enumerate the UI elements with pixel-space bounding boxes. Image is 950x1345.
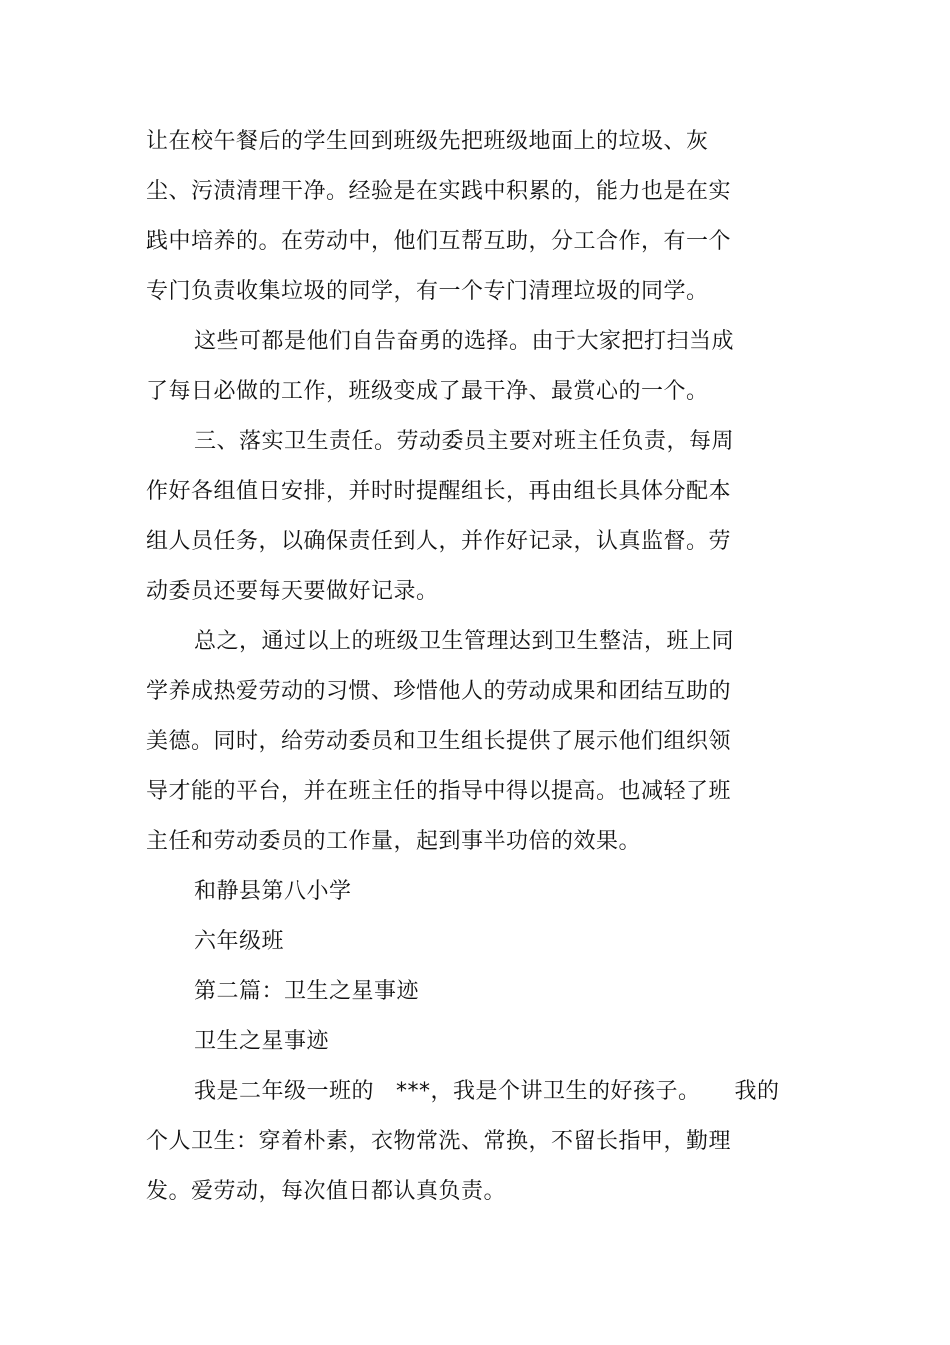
paragraph-line: 专门负责收集垃圾的同学，有一个专门清理垃圾的同学。 [146, 279, 709, 304]
class-name: 六年级班 [194, 929, 285, 954]
student-name-redacted: *** [396, 1079, 431, 1104]
intro-line [194, 1078, 780, 1106]
paragraph-line: 让在校午餐后的学生回到班级先把班级地面上的垃圾、灰 [146, 129, 709, 154]
paragraph-line: 导才能的平台，并在班主任的指导中得以提高。也减轻了班 [146, 779, 732, 804]
intro-text-part3: 我的 [734, 1079, 780, 1104]
paragraph-line: 作好各组值日安排，并时时提醒组长，再由组长具体分配本 [146, 479, 732, 504]
paragraph-line: 总之，通过以上的班级卫生管理达到卫生整洁，班上同 [194, 629, 735, 654]
paragraph-line: 践中培养的。在劳动中，他们互帮互助，分工合作，有一个 [146, 229, 732, 254]
paragraph-line: 主任和劳动委员的工作量，起到事半功倍的效果。 [146, 829, 642, 854]
school-name: 和静县第八小学 [194, 879, 352, 904]
paragraph-line: 了每日必做的工作，班级变成了最干净、最赏心的一个。 [146, 379, 709, 404]
paragraph-line: 个人卫生：穿着朴素，衣物常洗、常换，不留长指甲，勤理 [146, 1129, 732, 1154]
section-heading: 第二篇：卫生之星事迹 [194, 979, 420, 1004]
paragraph-line: 美德。同时，给劳动委员和卫生组长提供了展示他们组织领 [146, 729, 732, 754]
paragraph-line: 三、落实卫生责任。劳动委员主要对班主任负责，每周 [194, 429, 735, 454]
paragraph-line: 动委员还要每天要做好记录。 [146, 579, 439, 604]
paragraph-line: 这些可都是他们自告奋勇的选择。由于大家把打扫当成 [194, 329, 735, 354]
paragraph-line: 组人员任务，以确保责任到人，并作好记录，认真监督。劳 [146, 529, 732, 554]
paragraph-line: 尘、污渍清理干净。经验是在实践中积累的，能力也是在实 [146, 179, 732, 204]
section-title: 卫生之星事迹 [194, 1029, 330, 1054]
paragraph-line: 发。爱劳动，每次值日都认真负责。 [146, 1179, 507, 1204]
intro-text-part1: 我是二年级一班的 [194, 1079, 375, 1104]
paragraph-line: 学养成热爱劳动的习惯、珍惜他人的劳动成果和团结互助的 [146, 679, 732, 704]
intro-text-part2: ，我是个讲卫生的好孩子。 [430, 1079, 701, 1104]
